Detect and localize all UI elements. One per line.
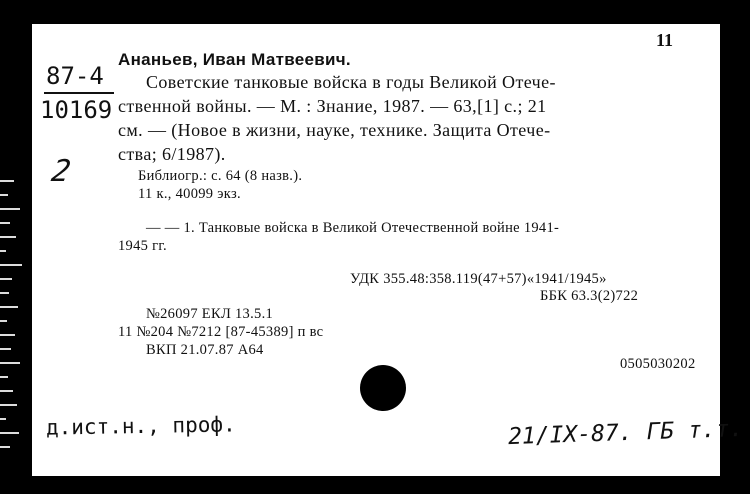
scan-edge-tick xyxy=(0,390,13,392)
description-line-4: ства; 6/1987). xyxy=(118,144,226,164)
udk-code: УДК 355.48:358.119(47+57)«1941/1945» xyxy=(350,271,607,287)
scan-edge-tick xyxy=(0,320,7,322)
shelf-mark-divider xyxy=(44,92,114,94)
scan-edge-tick xyxy=(0,180,14,182)
scan-edge-tick xyxy=(0,334,15,336)
print-run-note: 11 к., 40099 экз. xyxy=(138,186,241,202)
ekl-number: №26097 ЕКЛ 13.5.1 xyxy=(146,306,274,322)
copies-mark: 2 xyxy=(48,154,74,189)
scan-edge-tick xyxy=(0,348,11,350)
scan-edge-tick xyxy=(0,264,22,266)
shelf-mark-number: 10169 xyxy=(40,96,113,124)
order-numbers: 11 №204 №7212 [87-45389] п вс xyxy=(118,324,324,340)
scan-edge-tick xyxy=(0,432,19,434)
description-line-1: Советские танковые войска в годы Великой Отече- xyxy=(146,72,556,92)
scanner-edge-strip xyxy=(0,180,28,480)
scan-edge-tick xyxy=(0,418,6,420)
scan-edge-tick xyxy=(0,362,20,364)
scan-edge-tick xyxy=(0,404,17,406)
catalog-card xyxy=(32,24,744,476)
scan-edge-tick xyxy=(0,292,9,294)
description-line-3: см. — (Новое в жизни, науке, технике. Защита Отече- xyxy=(118,120,551,140)
scan-edge-tick xyxy=(0,222,10,224)
shelf-mark-top: 87-4 xyxy=(46,62,104,90)
scan-edge-tick xyxy=(0,194,8,196)
subject-line-2: 1945 гг. xyxy=(118,238,167,254)
scan-edge-tick xyxy=(0,306,18,308)
scan-edge-tick xyxy=(0,376,8,378)
scan-edge-tick xyxy=(0,446,10,448)
audience-note: д.ист.н., проф. xyxy=(45,412,236,440)
scan-edge-tick xyxy=(0,278,12,280)
bibliography-note: Библиогр.: с. 64 (8 назв.). xyxy=(138,168,303,184)
scan-edge-tick xyxy=(0,236,16,238)
card-number: 11 xyxy=(656,30,674,50)
description-line-2: ственной войны. — М. : Знание, 1987. — 63,[1] с.; 21 xyxy=(118,96,547,116)
scan-edge-tick xyxy=(0,208,20,210)
punch-hole xyxy=(360,365,406,411)
date-note: 21/IX-87. ГБ т.т. xyxy=(507,415,744,451)
bbk-code: ББК 63.3(2)722 xyxy=(540,288,639,304)
author-heading: Ананьев, Иван Матвеевич. xyxy=(118,50,351,69)
vkp-date: ВКП 21.07.87 А64 xyxy=(146,342,264,358)
subject-line-1: — — 1. Танковые войска в Великой Отечественной войне 1941- xyxy=(146,220,560,236)
scan-edge-tick xyxy=(0,250,6,252)
card-code: 0505030202 xyxy=(620,356,696,372)
